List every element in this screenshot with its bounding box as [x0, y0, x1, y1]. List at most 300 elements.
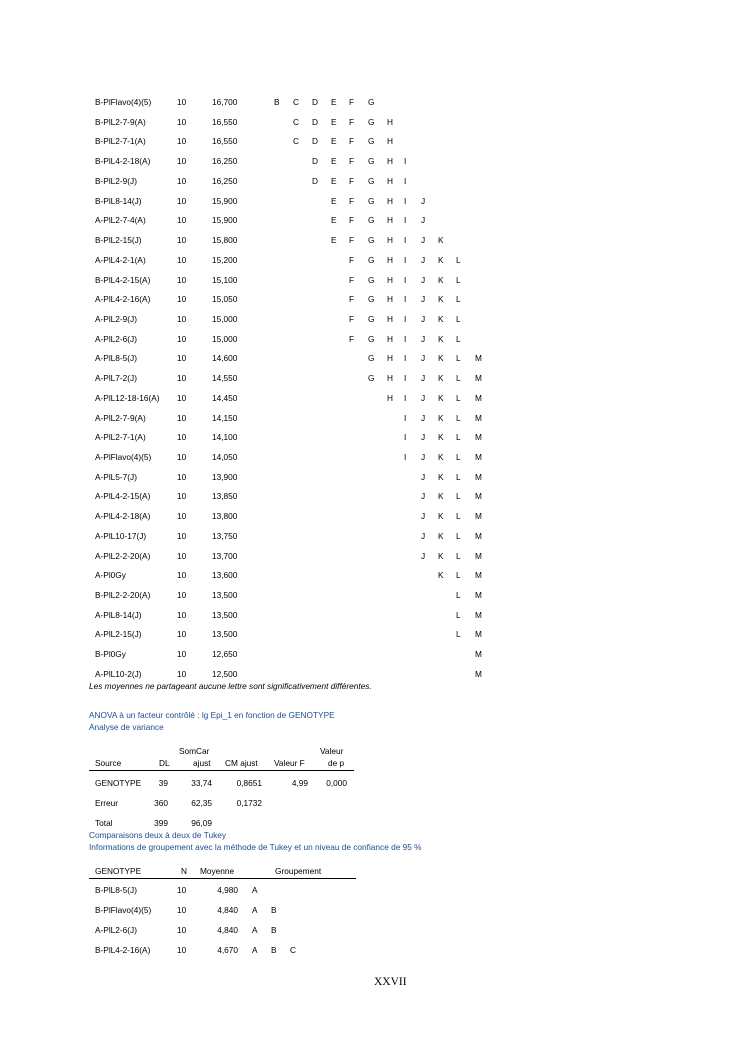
table-row: [0, 649, 745, 661]
group-letter: L: [456, 511, 461, 522]
p-cell: 0,000: [326, 778, 347, 788]
group-letter: E: [331, 235, 337, 245]
genotype-cell: A-PlL4-2-16(A): [95, 294, 151, 305]
group-letter: J: [421, 353, 426, 364]
group-letter: L: [456, 570, 461, 581]
genotype-cell: A-Pl0Gy: [95, 570, 126, 581]
mean-cell: 4,670: [217, 945, 238, 955]
mean-cell: 13,750: [212, 530, 238, 541]
group-letter: L: [456, 274, 461, 285]
group-letter: H: [387, 215, 393, 226]
table-row: [0, 945, 745, 957]
n-cell: 10: [177, 590, 187, 600]
genotype-cell: A-PlL8-14(J): [95, 609, 142, 620]
n-cell: 10: [177, 905, 187, 915]
group-letter: F: [349, 116, 355, 127]
group-letter: K: [438, 452, 444, 462]
table-row: [0, 531, 745, 543]
tukey-title: Comparaisons deux à deux de Tukey: [89, 830, 226, 840]
genotype-cell: B-PlL4-2-15(A): [95, 274, 151, 285]
header-moyenne: Moyenne: [200, 866, 235, 876]
group-letter: J: [421, 235, 426, 245]
group-letter: I: [404, 313, 407, 324]
table-row: [0, 235, 745, 247]
somcar-cell: 96,09: [191, 818, 212, 828]
group-letter: D: [312, 136, 318, 147]
table-row: [0, 570, 745, 582]
group-letter: J: [421, 294, 426, 305]
group-letter: L: [456, 471, 461, 482]
n-cell: 10: [177, 373, 187, 384]
group-letter: I: [404, 175, 407, 186]
mean-cell: 15,000: [212, 313, 238, 324]
genotype-cell: A-PlL2-9(J): [95, 313, 137, 324]
group-letter: I: [404, 156, 407, 167]
group-letter: J: [421, 491, 426, 502]
genotype-cell: B-PlL2-7-1(A): [95, 136, 146, 147]
group-letter: H: [387, 136, 393, 147]
group-letter: F: [349, 274, 355, 285]
group-letter: J: [421, 452, 426, 462]
group-letter: E: [331, 97, 337, 107]
mean-cell: 13,500: [212, 590, 238, 600]
n-cell: 10: [177, 97, 187, 107]
mean-cell: 13,800: [212, 511, 238, 522]
table-row: [0, 491, 745, 503]
group-letter: I: [404, 294, 407, 305]
group-letter: G: [368, 333, 375, 344]
group-letter: G: [368, 373, 375, 384]
table-row: [0, 778, 745, 790]
n-cell: 10: [177, 136, 187, 147]
group-letter: I: [404, 235, 407, 245]
header-source: Source: [95, 758, 122, 768]
group-letter: H: [387, 156, 393, 167]
group-letter: M: [475, 511, 482, 522]
group-letter: B: [271, 945, 277, 955]
group-letter: H: [387, 392, 393, 403]
group-letter: H: [387, 175, 393, 186]
table-row: [0, 551, 745, 563]
group-letter: H: [387, 195, 393, 206]
group-letter: F: [349, 215, 355, 226]
group-letter: J: [421, 471, 426, 482]
group-letter: G: [368, 313, 375, 324]
n-cell: 10: [177, 294, 187, 305]
group-letter: K: [438, 471, 444, 482]
source-cell: GENOTYPE: [95, 778, 142, 788]
n-cell: 10: [177, 649, 187, 660]
group-letter: K: [438, 550, 444, 561]
genotype-cell: B-PlL4-2-18(A): [95, 156, 151, 167]
group-letter: M: [475, 432, 482, 443]
group-letter: G: [368, 294, 375, 305]
group-letter: C: [290, 945, 296, 955]
group-letter: G: [368, 175, 375, 186]
group-letter: G: [368, 353, 375, 364]
group-letter: L: [456, 294, 461, 305]
mean-cell: 14,100: [212, 432, 238, 443]
mean-cell: 15,050: [212, 294, 238, 305]
genotype-cell: A-PlL4-2-1(A): [95, 254, 146, 265]
group-letter: I: [404, 254, 407, 265]
table-row: [0, 472, 745, 484]
group-letter: G: [368, 235, 375, 245]
genotype-cell: A-PlL2-6(J): [95, 333, 137, 344]
group-letter: M: [475, 452, 482, 462]
tukey-header-rule: [89, 878, 356, 879]
header-somcar: SomCar: [179, 746, 210, 756]
group-letter: L: [456, 313, 461, 324]
mean-cell: 15,900: [212, 215, 238, 226]
n-cell: 10: [177, 116, 187, 127]
group-letter: M: [475, 373, 482, 384]
f-cell: 4,99: [291, 778, 308, 788]
n-cell: 10: [177, 254, 187, 265]
anova-title: ANOVA à un facteur contrôlé : lg Epi_1 en fonction de GENOTYPE: [89, 710, 335, 720]
cm-cell: 0,1732: [236, 798, 262, 808]
group-letter: E: [331, 116, 337, 127]
table-row: [0, 196, 745, 208]
genotype-cell: A-PlL2-15(J): [95, 629, 142, 640]
mean-cell: 14,150: [212, 412, 238, 423]
n-cell: 10: [177, 333, 187, 344]
group-letter: I: [404, 353, 407, 364]
mean-cell: 16,250: [212, 156, 238, 167]
group-letter: F: [349, 195, 355, 206]
genotype-cell: A-PlL12-18-16(A): [95, 392, 160, 403]
n-cell: 10: [177, 452, 187, 462]
genotype-cell: A-PlL8-5(J): [95, 353, 137, 364]
genotype-cell: A-PlL4-2-18(A): [95, 511, 151, 522]
table-row: [0, 885, 745, 897]
group-letter: G: [368, 195, 375, 206]
n-cell: 10: [177, 668, 187, 679]
mean-cell: 16,700: [212, 97, 238, 107]
group-letter: K: [438, 294, 444, 305]
table-row: [0, 413, 745, 425]
genotype-cell: A-PlL7-2(J): [95, 373, 137, 384]
group-letter: E: [331, 156, 337, 167]
table-row: [0, 925, 745, 937]
group-letter: I: [404, 195, 407, 206]
group-letter: B: [274, 97, 280, 107]
table-row: [0, 373, 745, 385]
group-letter: D: [312, 116, 318, 127]
group-letter: G: [368, 97, 375, 107]
table-row: [0, 432, 745, 444]
genotype-cell: A-PlL4-2-15(A): [95, 491, 151, 502]
table-row: [0, 452, 745, 464]
genotype-cell: B-PlL4-2-16(A): [95, 945, 151, 955]
anova-subtitle: Analyse de variance: [89, 722, 164, 732]
genotype-cell: A-PlL2-7-4(A): [95, 215, 146, 226]
group-letter: L: [456, 254, 461, 265]
mean-cell: 4,840: [217, 925, 238, 935]
group-letter: F: [349, 254, 355, 265]
table-row: [0, 798, 745, 810]
genotype-cell: B-PlL2-9(J): [95, 175, 137, 186]
mean-cell: 15,100: [212, 274, 238, 285]
group-letter: B: [271, 905, 277, 915]
n-cell: 10: [177, 353, 187, 364]
table-row: [0, 117, 745, 129]
group-letter: F: [349, 313, 355, 324]
group-letter: H: [387, 274, 393, 285]
table-row: [0, 215, 745, 227]
group-letter: H: [387, 313, 393, 324]
group-letter: E: [331, 195, 337, 206]
n-cell: 10: [177, 550, 187, 561]
genotype-cell: B-PlL2-15(J): [95, 235, 142, 245]
group-letter: L: [456, 392, 461, 403]
genotype-cell: B-PlFlavo(4)(5): [95, 97, 152, 107]
genotype-cell: A-PlL2-7-9(A): [95, 412, 146, 423]
table-row: [0, 629, 745, 641]
mean-cell: 16,250: [212, 175, 238, 186]
group-letter: F: [349, 333, 355, 344]
group-letter: K: [438, 511, 444, 522]
table-row: [0, 275, 745, 287]
group-letter: K: [438, 235, 444, 245]
group-letter: I: [404, 274, 407, 285]
table-row: [0, 294, 745, 306]
genotype-cell: B-PlFlavo(4)(5): [95, 905, 152, 915]
tukey-subtitle: Informations de groupement avec la méthode de Tukey et un niveau de confiance de 95 %: [89, 842, 422, 852]
group-letter: K: [438, 274, 444, 285]
n-cell: 10: [177, 313, 187, 324]
group-letter: G: [368, 254, 375, 265]
group-letter: C: [293, 116, 299, 127]
table-row: [0, 314, 745, 326]
group-letter: M: [475, 629, 482, 640]
group-letter: M: [475, 392, 482, 403]
mean-cell: 16,550: [212, 116, 238, 127]
dl-cell: 39: [158, 778, 168, 788]
header-cm-ajust: CM ajust: [225, 758, 258, 768]
n-cell: 10: [177, 175, 187, 186]
group-letter: D: [312, 156, 318, 167]
group-letter: M: [475, 471, 482, 482]
mean-cell: 16,550: [212, 136, 238, 147]
mean-cell: 14,550: [212, 373, 238, 384]
group-letter: L: [456, 609, 461, 620]
somcar-cell: 62,35: [191, 798, 212, 808]
dl-cell: 360: [154, 798, 168, 808]
mean-cell: 13,700: [212, 550, 238, 561]
genotype-cell: A-PlL2-6(J): [95, 925, 137, 935]
group-letter: L: [456, 629, 461, 640]
cm-cell: 0,8651: [236, 778, 262, 788]
group-letter: J: [421, 215, 426, 226]
n-cell: 10: [177, 945, 187, 955]
genotype-cell: A-PlL10-2(J): [95, 668, 142, 679]
group-letter: M: [475, 412, 482, 423]
n-cell: 10: [177, 195, 187, 206]
group-letter: M: [475, 550, 482, 561]
group-letter: J: [421, 550, 426, 561]
group-letter: I: [404, 452, 407, 462]
n-cell: 10: [177, 609, 187, 620]
group-letter: F: [349, 294, 355, 305]
group-letter: M: [475, 353, 482, 364]
group-letter: M: [475, 649, 482, 660]
group-letter: K: [438, 530, 444, 541]
group-letter: J: [421, 412, 426, 423]
header-de-p: de p: [328, 758, 345, 768]
genotype-cell: A-PlL2-7-1(A): [95, 432, 146, 443]
group-letter: E: [331, 136, 337, 147]
header-genotype: GENOTYPE: [95, 866, 142, 876]
mean-cell: 12,650: [212, 649, 238, 660]
group-letter: I: [404, 333, 407, 344]
n-cell: 10: [177, 491, 187, 502]
group-letter: J: [421, 254, 426, 265]
mean-cell: 4,840: [217, 905, 238, 915]
table-row: [0, 176, 745, 188]
mean-cell: 13,850: [212, 491, 238, 502]
table-row: [0, 393, 745, 405]
n-cell: 10: [177, 215, 187, 226]
group-letter: H: [387, 333, 393, 344]
group-letter: M: [475, 668, 482, 679]
table-row: [0, 669, 745, 681]
group-letter: H: [387, 116, 393, 127]
mean-cell: 13,500: [212, 609, 238, 620]
group-letter: J: [421, 392, 426, 403]
group-letter: C: [293, 136, 299, 147]
group-letter: I: [404, 373, 407, 384]
header-ajust: ajust: [193, 758, 211, 768]
group-letter: I: [404, 432, 407, 443]
table-row: [0, 136, 745, 148]
group-letter: F: [349, 97, 355, 107]
group-letter: K: [438, 373, 444, 384]
group-letter: D: [312, 97, 318, 107]
group-letter: A: [252, 945, 258, 955]
somcar-cell: 33,74: [191, 778, 212, 788]
n-cell: 10: [177, 412, 187, 423]
group-letter: M: [475, 491, 482, 502]
group-letter: H: [387, 254, 393, 265]
group-letter: J: [421, 373, 426, 384]
source-cell: Erreur: [95, 798, 119, 808]
n-cell: 10: [177, 235, 187, 245]
group-letter: L: [456, 491, 461, 502]
genotype-cell: A-PlL10-17(J): [95, 530, 147, 541]
footnote: Les moyennes ne partageant aucune lettre sont significativement différentes.: [89, 681, 372, 691]
group-letter: I: [404, 215, 407, 226]
n-cell: 10: [177, 471, 187, 482]
table-row: [0, 905, 745, 917]
group-letter: J: [421, 530, 426, 541]
mean-cell: 15,000: [212, 333, 238, 344]
group-letter: H: [387, 235, 393, 245]
group-letter: F: [349, 175, 355, 186]
mean-cell: 12,500: [212, 668, 238, 679]
n-cell: 10: [177, 570, 187, 581]
group-letter: L: [456, 590, 461, 600]
table-row: [0, 590, 745, 602]
group-letter: K: [438, 392, 444, 403]
group-letter: D: [312, 175, 318, 186]
group-letter: F: [349, 156, 355, 167]
page-number: XXVII: [374, 976, 407, 988]
group-letter: K: [438, 432, 444, 443]
mean-cell: 15,200: [212, 254, 238, 265]
group-letter: H: [387, 373, 393, 384]
group-letter: L: [456, 412, 461, 423]
header-dl: DL: [159, 758, 170, 768]
n-cell: 10: [177, 885, 187, 895]
n-cell: 10: [177, 156, 187, 167]
source-cell: Total: [95, 818, 113, 828]
n-cell: 10: [177, 432, 187, 443]
group-letter: H: [387, 294, 393, 305]
group-letter: J: [421, 274, 426, 285]
group-letter: K: [438, 333, 444, 344]
group-letter: G: [368, 156, 375, 167]
genotype-cell: B-PlL2-2-20(A): [95, 590, 151, 600]
n-cell: 10: [177, 274, 187, 285]
group-letter: J: [421, 313, 426, 324]
dl-cell: 399: [154, 818, 168, 828]
group-letter: G: [368, 116, 375, 127]
group-letter: I: [404, 412, 407, 423]
group-letter: M: [475, 609, 482, 620]
genotype-cell: A-PlL5-7(J): [95, 471, 137, 482]
group-letter: H: [387, 353, 393, 364]
header-valeur-f: Valeur F: [274, 758, 305, 768]
group-letter: J: [421, 511, 426, 522]
group-letter: J: [421, 195, 426, 206]
table-row: [0, 818, 745, 830]
group-letter: K: [438, 491, 444, 502]
table-row: [0, 353, 745, 365]
group-letter: K: [438, 570, 444, 581]
table-row: [0, 255, 745, 267]
group-letter: K: [438, 254, 444, 265]
group-letter: F: [349, 235, 355, 245]
mean-cell: 4,980: [217, 885, 238, 895]
group-letter: K: [438, 353, 444, 364]
group-letter: F: [349, 136, 355, 147]
group-letter: J: [421, 432, 426, 443]
group-letter: K: [438, 313, 444, 324]
group-letter: A: [252, 925, 258, 935]
group-letter: E: [331, 175, 337, 186]
group-letter: C: [293, 97, 299, 107]
group-letter: L: [456, 373, 461, 384]
table-row: [0, 610, 745, 622]
n-cell: 10: [177, 925, 187, 935]
header-valeur: Valeur: [320, 746, 344, 756]
group-letter: M: [475, 590, 482, 600]
group-letter: E: [331, 215, 337, 226]
n-cell: 10: [177, 511, 187, 522]
header-groupement: Groupement: [275, 866, 322, 876]
group-letter: L: [456, 550, 461, 561]
genotype-cell: B-PlL8-14(J): [95, 195, 142, 206]
group-letter: G: [368, 274, 375, 285]
group-letter: A: [252, 905, 258, 915]
mean-cell: 14,050: [212, 452, 238, 462]
mean-cell: 14,600: [212, 353, 238, 364]
n-cell: 10: [177, 530, 187, 541]
mean-cell: 15,900: [212, 195, 238, 206]
n-cell: 10: [177, 392, 187, 403]
group-letter: M: [475, 570, 482, 581]
